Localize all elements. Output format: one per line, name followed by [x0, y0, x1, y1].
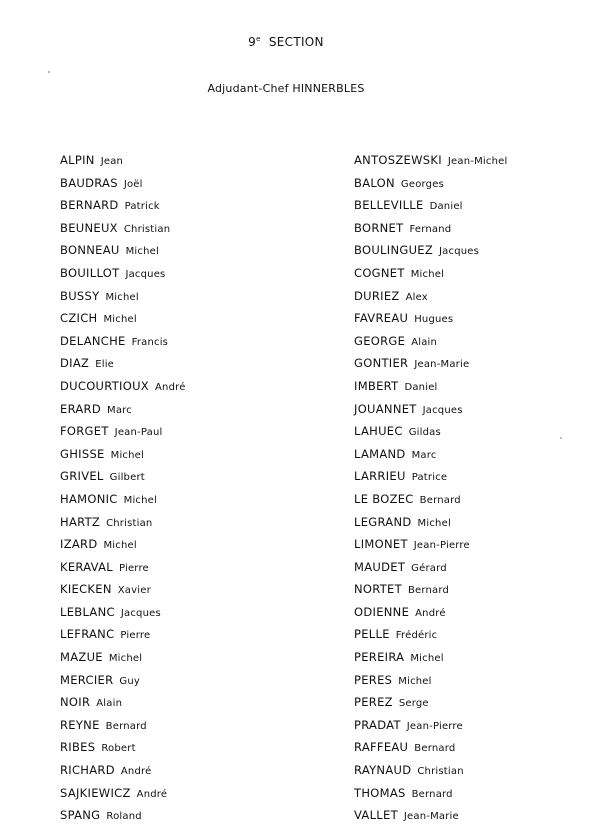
surname: ODIENNE — [354, 604, 410, 619]
name-entry — [60, 556, 186, 579]
name-entry — [354, 375, 507, 398]
name-entry — [60, 804, 186, 827]
given-name: Bernard — [105, 720, 147, 732]
name-entry — [354, 669, 507, 692]
name-entry — [354, 782, 507, 805]
section-number: 9 — [248, 35, 257, 49]
name-entry — [354, 714, 507, 737]
surname: ALPIN — [60, 153, 95, 167]
given-name: Pierre — [118, 562, 149, 574]
surname: PEREIRA — [354, 650, 405, 665]
name-entry — [354, 172, 507, 195]
surname: NORTET — [354, 582, 402, 597]
given-name: Bernard — [411, 788, 453, 800]
given-name: Marc — [411, 449, 437, 461]
name-entry — [60, 488, 186, 511]
given-name: Jean-Marie — [414, 359, 470, 371]
given-name: Joël — [123, 178, 143, 190]
surname: BONNEAU — [60, 243, 120, 258]
given-name: Jacques — [120, 607, 161, 619]
surname: HAMONIC — [60, 491, 118, 506]
name-entry — [60, 420, 186, 443]
surname: LARRIEU — [354, 469, 406, 484]
given-name: Bernard — [414, 743, 456, 755]
name-entry — [60, 691, 186, 714]
name-entry — [354, 578, 507, 601]
given-name: Patrice — [411, 472, 448, 484]
surname: CZICH — [60, 311, 98, 326]
name-entry — [354, 262, 507, 285]
name-entry — [354, 691, 507, 714]
name-entry — [354, 511, 507, 534]
right-name-column — [354, 149, 507, 827]
surname: COGNET — [354, 265, 405, 280]
surname: LIMONET — [354, 537, 408, 552]
surname: DELANCHE — [60, 333, 126, 348]
name-entry — [60, 172, 186, 195]
given-name: Jean-Pierre — [413, 540, 470, 552]
given-name: Michel — [103, 540, 137, 552]
surname: IZARD — [60, 537, 98, 552]
given-name: Francis — [131, 336, 169, 348]
given-name: Bernard — [419, 494, 461, 506]
given-name: Jean-Marie — [403, 811, 459, 823]
given-name: Michel — [410, 268, 445, 280]
surname: VALLET — [354, 808, 398, 823]
given-name: Michel — [125, 246, 159, 258]
name-entry — [60, 714, 186, 737]
name-entry — [354, 488, 507, 511]
surname: BAUDRAS — [60, 175, 118, 190]
name-entry — [60, 443, 186, 466]
given-name: Elie — [95, 359, 115, 371]
surname: BERNARD — [60, 198, 119, 213]
surname: BOUILLOT — [60, 265, 120, 280]
name-entry — [354, 443, 507, 466]
surname: THOMAS — [354, 785, 406, 800]
given-name: Bernard — [407, 585, 450, 597]
section-ordinal-suffix: e — [256, 35, 261, 43]
surname: BUSSY — [60, 288, 100, 303]
surname: HARTZ — [60, 514, 101, 529]
name-entry — [354, 465, 507, 488]
surname: FORGET — [60, 424, 109, 439]
surname: BOULINGUEZ — [354, 243, 434, 258]
surname: RAYNAUD — [354, 763, 412, 778]
surname: JOUANNET — [354, 401, 417, 416]
name-entry — [60, 149, 186, 172]
given-name: Pierre — [120, 630, 151, 642]
given-name: Michel — [103, 314, 137, 326]
name-entry — [60, 217, 186, 240]
name-entry — [60, 646, 186, 669]
surname: BELLEVILLE — [354, 198, 424, 213]
name-entry — [60, 465, 186, 488]
surname: RAFFEAU — [354, 740, 409, 755]
given-name: Christian — [123, 223, 171, 235]
name-entry — [354, 533, 507, 556]
given-name: Patrick — [124, 201, 160, 213]
name-entry — [60, 375, 186, 398]
surname: PEREZ — [354, 695, 393, 710]
given-name: André — [155, 381, 186, 393]
name-entry — [354, 420, 507, 443]
name-entry — [354, 217, 507, 240]
given-name: Jacques — [125, 268, 166, 280]
surname: GRIVEL — [60, 469, 104, 484]
surname: GHISSE — [60, 446, 105, 461]
name-entry — [60, 511, 186, 534]
given-name: André — [415, 607, 446, 619]
given-name: André — [120, 766, 152, 778]
surname: SAJKIEWICZ — [60, 785, 131, 800]
given-name: Jean — [100, 156, 124, 167]
commander-line: Adjudant-Chef HINNERBLES — [207, 82, 365, 95]
name-entry — [60, 398, 186, 421]
scan-speck — [560, 437, 562, 439]
given-name: Georges — [400, 178, 444, 190]
given-name: Michel — [417, 517, 451, 529]
surname: LEBLANC — [60, 604, 115, 619]
surname: BEUNEUX — [60, 220, 118, 235]
given-name: Jacques — [439, 246, 480, 258]
name-entry — [60, 239, 186, 262]
name-entry — [60, 623, 186, 646]
given-name: Xavier — [117, 585, 151, 597]
given-name: Michel — [398, 675, 432, 687]
section-title — [0, 35, 572, 49]
surname: BALON — [354, 175, 395, 190]
surname: REYNE — [60, 717, 100, 732]
given-name: Jean-Michel — [447, 156, 508, 167]
surname: LEFRANC — [60, 627, 115, 642]
name-entry — [60, 533, 186, 556]
given-name: Jacques — [422, 404, 463, 416]
surname: DURIEZ — [354, 288, 400, 303]
surname: GONTIER — [354, 356, 409, 371]
surname: NOIR — [60, 695, 91, 710]
surname: BORNET — [354, 220, 404, 235]
surname: MAUDET — [354, 559, 406, 574]
given-name: Fernand — [409, 223, 452, 235]
given-name: Hugues — [414, 314, 454, 326]
name-entry — [60, 194, 186, 217]
name-entry — [354, 736, 507, 759]
surname: PRADAT — [354, 717, 401, 732]
surname: KERAVAL — [60, 559, 113, 574]
surname: IMBERT — [354, 378, 399, 393]
surname: RICHARD — [60, 763, 115, 778]
name-entry — [354, 239, 507, 262]
given-name: Robert — [101, 743, 136, 755]
surname: SPANG — [60, 808, 101, 823]
surname: ERARD — [60, 401, 102, 416]
name-entry — [354, 285, 507, 308]
name-entry — [354, 601, 507, 624]
name-entry — [354, 556, 507, 579]
name-entry — [60, 262, 186, 285]
name-entry — [60, 285, 186, 308]
name-entry — [354, 149, 507, 172]
given-name: Michel — [123, 494, 157, 506]
name-entry — [354, 759, 507, 782]
surname: DUCOURTIOUX — [60, 378, 149, 393]
surname: DIAZ — [60, 356, 90, 371]
given-name: Guy — [119, 675, 140, 687]
name-entry — [60, 352, 186, 375]
name-entry — [60, 736, 186, 759]
given-name: André — [136, 788, 168, 800]
name-entry — [60, 782, 186, 805]
name-entry — [60, 759, 186, 782]
surname: MAZUE — [60, 650, 103, 665]
given-name: Michel — [410, 653, 444, 665]
given-name: Gilbert — [109, 472, 145, 484]
surname: GEORGE — [354, 333, 406, 348]
name-entry — [354, 330, 507, 353]
given-name: Marc — [107, 404, 132, 416]
scan-speck — [48, 71, 50, 73]
surname: FAVREAU — [354, 311, 409, 326]
given-name: Alain — [411, 336, 438, 348]
given-name: Alain — [96, 698, 123, 710]
given-name: Jean-Paul — [114, 427, 163, 439]
given-name: Christian — [106, 517, 153, 529]
given-name: Roland — [106, 811, 142, 823]
given-name: Daniel — [429, 201, 463, 213]
given-name: Frédéric — [395, 630, 438, 642]
given-name: Alex — [405, 291, 428, 303]
surname: LAMAND — [354, 446, 406, 461]
surname: LAHUEC — [354, 424, 403, 439]
name-entry — [60, 307, 186, 330]
given-name: Gildas — [408, 427, 441, 439]
given-name: Christian — [417, 766, 464, 778]
left-name-column — [60, 149, 186, 827]
surname: PERES — [354, 672, 393, 687]
name-entry — [60, 330, 186, 353]
name-entry — [354, 307, 507, 330]
surname: LE BOZEC — [354, 491, 414, 506]
given-name: Michel — [108, 653, 143, 665]
given-name: Michel — [110, 449, 144, 461]
given-name: Michel — [105, 291, 139, 303]
given-name: Serge — [398, 698, 429, 710]
section-word: SECTION — [268, 35, 324, 49]
given-name: Daniel — [404, 381, 438, 393]
name-entry — [60, 578, 186, 601]
surname: LEGRAND — [354, 514, 412, 529]
name-entry — [354, 646, 507, 669]
name-entry — [354, 623, 507, 646]
name-entry — [354, 398, 507, 421]
name-entry — [354, 352, 507, 375]
name-entry — [60, 669, 186, 692]
surname: ANTOSZEWSKI — [354, 153, 442, 167]
name-entry — [60, 601, 186, 624]
surname: PELLE — [354, 627, 390, 642]
surname: RIBES — [60, 740, 96, 755]
surname: MERCIER — [60, 672, 114, 687]
given-name: Gérard — [411, 562, 447, 574]
name-entry — [354, 194, 507, 217]
name-entry — [354, 804, 507, 827]
surname: KIECKEN — [60, 582, 112, 597]
given-name: Jean-Pierre — [406, 720, 463, 732]
